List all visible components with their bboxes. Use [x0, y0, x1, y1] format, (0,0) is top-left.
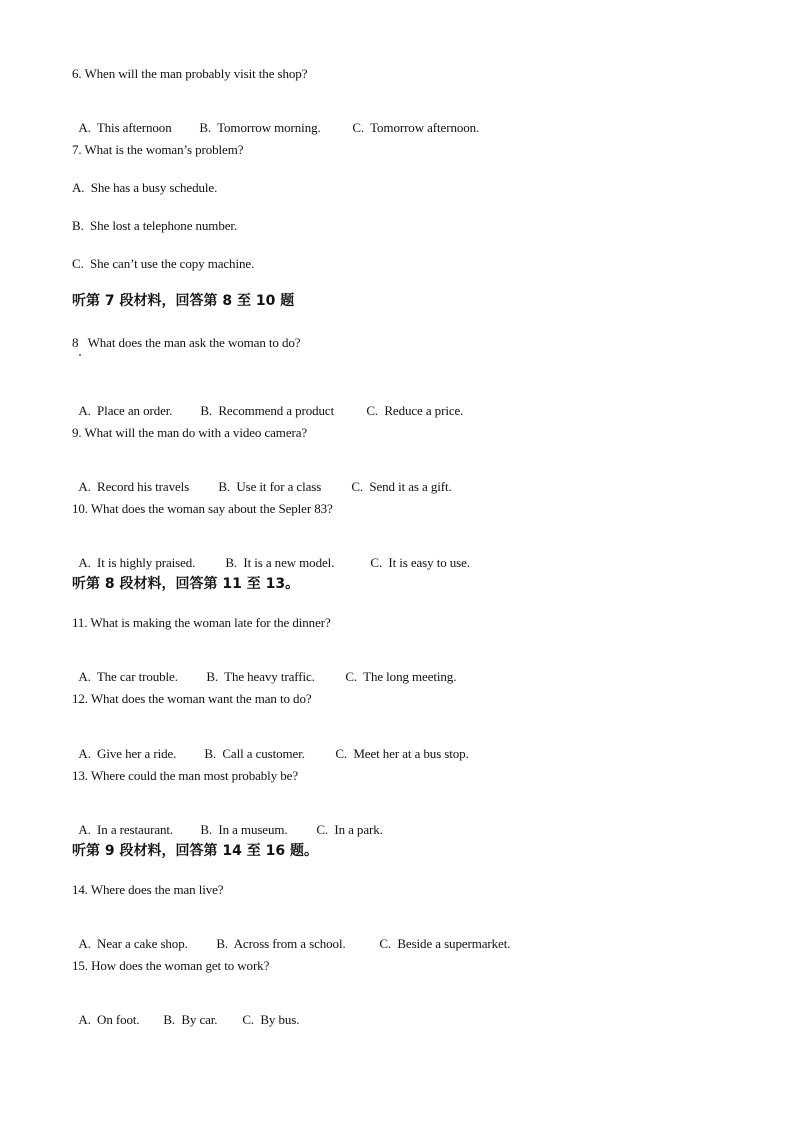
question-10-stem: 10. What does the woman say about the Sepler 83? — [72, 501, 333, 516]
question-13-option-c: C. In a park. — [316, 822, 383, 837]
question-6-option-c: C. Tomorrow afternoon. — [352, 120, 480, 135]
question-11-stem: 11. What is making the woman late for the dinner? — [72, 615, 331, 630]
question-15-stem: 15. How does the woman get to work? — [72, 958, 270, 973]
question-9-options — [72, 463, 452, 495]
question-15-option-b: B. By car. — [163, 1012, 218, 1027]
question-10-options — [72, 539, 470, 571]
question-12-option-b: B. Call a customer. — [204, 746, 305, 761]
question-7-option-b: B. She lost a telephone number. — [72, 218, 238, 233]
question-14-option-b: B. Across from a school. — [216, 936, 346, 951]
question-13-option-a: A. In a restaurant. — [78, 822, 174, 837]
section-heading-passage-8: 听第 8 段材料，回答第 11 至 13。 — [72, 576, 300, 592]
question-10-option-a: A. It is highly praised. — [78, 555, 196, 570]
question-12-stem: 12. What does the woman want the man to do? — [72, 691, 312, 706]
question-8-option-c: C. Reduce a price. — [366, 403, 464, 418]
question-10-option-c: C. It is easy to use. — [370, 555, 470, 570]
question-14-option-c: C. Beside a supermarket. — [379, 936, 511, 951]
question-12-option-a: A. Give her a ride. — [78, 746, 177, 761]
question-8-options — [72, 387, 463, 419]
question-15-option-c: C. By bus. — [242, 1012, 300, 1027]
question-7-option-c: C. She can’t use the copy machine. — [72, 256, 255, 271]
question-13-stem: 13. Where could the man most probably be? — [72, 768, 298, 783]
question-6-stem: 6. When will the man probably visit the shop? — [72, 66, 308, 81]
question-11-option-b: B. The heavy traffic. — [206, 669, 315, 684]
question-8-option-a: A. Place an order. — [78, 403, 173, 418]
question-9-option-b: B. Use it for a class — [218, 479, 322, 494]
question-11-options — [72, 653, 456, 685]
question-6-options — [72, 104, 479, 136]
question-15-options — [72, 996, 299, 1028]
section-heading-passage-9: 听第 9 段材料，回答第 14 至 16 题。 — [72, 843, 318, 859]
question-13-option-b: B. In a museum. — [200, 822, 288, 837]
question-10-option-b: B. It is a new model. — [225, 555, 335, 570]
question-6-option-b: B. Tomorrow morning. — [199, 120, 321, 135]
question-14-options — [72, 920, 510, 952]
question-8-option-b: B. Recommend a product — [200, 403, 335, 418]
question-8-stem: 8 What does the man ask the woman to do? — [72, 335, 301, 350]
question-14-stem: 14. Where does the man live? — [72, 882, 224, 897]
stray-mark — [79, 354, 81, 356]
question-11-option-a: A. The car trouble. — [78, 669, 178, 684]
question-15-option-a: A. On foot. — [78, 1012, 140, 1027]
section-heading-passage-7: 听第 7 段材料，回答第 8 至 10 题 — [72, 293, 295, 309]
question-7-stem: 7. What is the woman’s problem? — [72, 142, 244, 157]
question-12-options — [72, 730, 469, 762]
question-14-option-a: A. Near a cake shop. — [78, 936, 188, 951]
question-9-stem: 9. What will the man do with a video camera? — [72, 425, 308, 440]
question-7-option-a: A. She has a busy schedule. — [72, 180, 218, 195]
question-6-option-a: A. This afternoon — [78, 120, 172, 135]
question-11-option-c: C. The long meeting. — [345, 669, 457, 684]
question-9-option-a: A. Record his travels — [78, 479, 190, 494]
question-13-options — [72, 806, 383, 838]
question-12-option-c: C. Meet her at a bus stop. — [335, 746, 469, 761]
question-9-option-c: C. Send it as a gift. — [351, 479, 452, 494]
